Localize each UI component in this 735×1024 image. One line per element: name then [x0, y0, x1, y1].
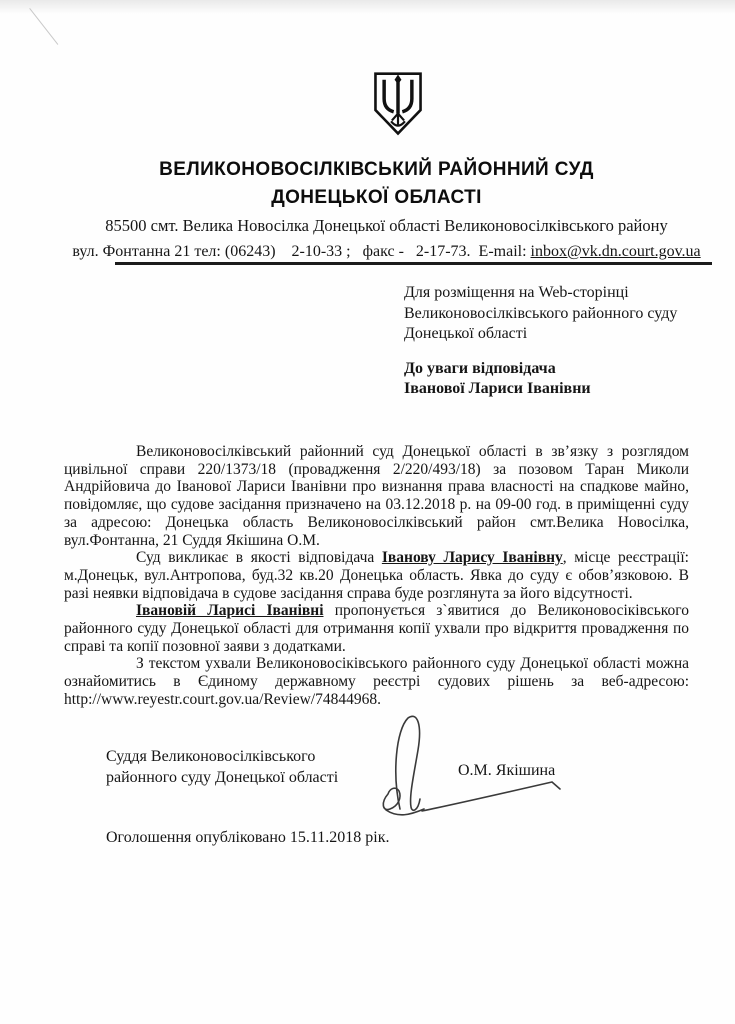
- header-divider-line: [115, 262, 712, 265]
- paragraph-1-text: Великоновосілківський районний суд Донецької області в зв’язку з розглядом цивільної справи 220/1373/18 (провадження 2/220/493/18) за позовом Таран Миколи Андрійовича до Іванової Лариси Іванівни про визнання права власності на спадкове майно, повідомляє, що судове засідання призначено на 03.12.2018 р. на 09-00 год. в приміщенні суду за адресою: Донецька область Великоновосілківський район смт.Велика Новосілка, вул.Фонтанна, 21 Суддя Якішина О.М.: [64, 443, 689, 549]
- court-email: inbox@vk.dn.court.gov.ua: [530, 243, 701, 260]
- attention-block: [404, 359, 677, 400]
- recipient-line1: Для розміщення на Web-сторінці: [404, 284, 629, 301]
- judge-title-line2: районного суду Донецької області: [106, 768, 339, 786]
- paragraph-4-suffix: .: [377, 690, 381, 708]
- paragraph-3-suffix: пропонується з`явитися до Великоновосіківського районного суду Донецької області для отримання копії ухвали про відкриття провадження по справі та копії позовної заяви з додатками.: [64, 602, 689, 655]
- respondent-name-accusative: Іванову Ларису Іванівну: [381, 549, 563, 567]
- body-paragraph-1: [64, 443, 689, 549]
- judge-title-block: [106, 747, 338, 788]
- ukraine-trident-emblem-icon: [372, 70, 424, 138]
- paragraph-4-prefix: З текстом ухвали Великоновосіківського районного суду Донецької області можна ознайомитись в Єдиному державному реєстрі судових рішень за веб-адресою:: [64, 655, 689, 691]
- body-paragraph-2: [64, 549, 689, 602]
- document-body: [64, 443, 689, 709]
- attention-line1: До уваги відповідача: [404, 359, 556, 377]
- contacts-text: вул. Фонтанна 21 тел: (06243) 2-10-33 ; факс - 2-17-73. E-mail:: [72, 243, 531, 260]
- judge-title-line1: Суддя Великоновосілківського: [106, 748, 316, 765]
- recipient-line3: Донецької області: [404, 325, 528, 342]
- paragraph-2-prefix: Суд викликає в якості відповідача: [136, 549, 382, 567]
- court-address-block: [38, 213, 735, 265]
- paragraph-2-suffix: , місце реєстрації: м.Донецьк, вул.Антропова, буд.32 кв.20 Донецька область. Явка до суду є обов’язковою. В разі неявки відповідача в судове засідання справа буде розглянута за його відсутності.: [64, 549, 689, 602]
- scan-noise-band: [0, 0, 735, 14]
- body-paragraph-4: [64, 655, 689, 708]
- registry-url: http://www.reyestr.court.gov.ua/Review/74844968: [64, 690, 378, 708]
- court-name-line1: ВЕЛИКОНОВОСІЛКІВСЬКИЙ РАЙОННИЙ СУД: [159, 159, 594, 180]
- attention-line2: Іванової Лариси Іванівни: [404, 380, 591, 397]
- recipient-block: [404, 283, 677, 400]
- publication-date-line: Оголошення опубліковано 15.11.2018 рік.: [106, 829, 390, 846]
- court-address-line1: 85500 смт. Велика Новосілка Донецької області Великоновосілківського району: [105, 216, 668, 235]
- court-name-line2: ДОНЕЦЬКОЇ ОБЛАСТІ: [271, 187, 482, 208]
- judge-name: О.М. Якішина: [458, 762, 556, 779]
- respondent-name-dative: Івановій Ларисі Іванівні: [136, 602, 324, 620]
- body-paragraph-3: [64, 602, 689, 655]
- recipient-line2: Великоновосілківського районного суду: [404, 304, 678, 322]
- court-name-title: [0, 156, 735, 212]
